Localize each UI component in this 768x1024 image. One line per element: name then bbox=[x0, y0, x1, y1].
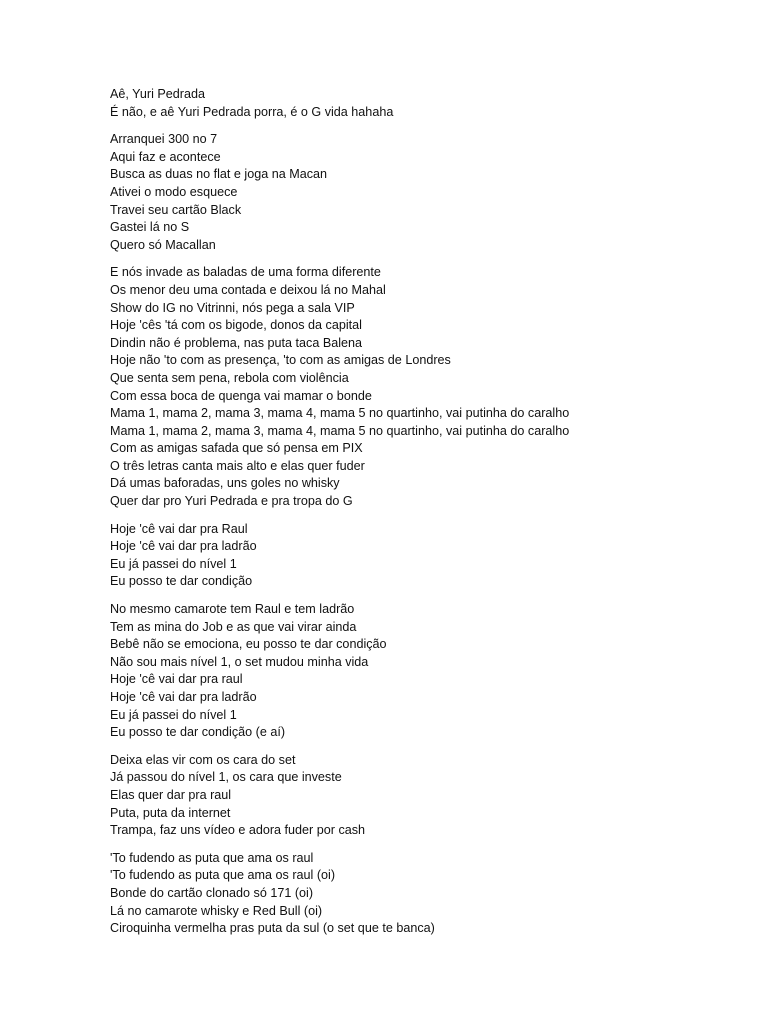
lyric-line: O três letras canta mais alto e elas quer fuder bbox=[110, 458, 365, 473]
lyric-line: Com as amigas safada que só pensa em PIX bbox=[110, 441, 363, 456]
lyric-line: E nós invade as baladas de uma forma diferente bbox=[110, 265, 381, 280]
lyric-line: Travei seu cartão Black bbox=[110, 202, 242, 217]
lyric-line: 'To fudendo as puta que ama os raul (oi) bbox=[110, 868, 336, 883]
lyric-line: Gastei lá no S bbox=[110, 220, 190, 235]
lyric-line: Os menor deu uma contada e deixou lá no Mahal bbox=[110, 282, 386, 297]
lyric-line: Busca as duas no flat e joga na Macan bbox=[110, 167, 328, 182]
stanza-5 bbox=[110, 601, 730, 742]
lyric-line: 'To fudendo as puta que ama os raul bbox=[110, 850, 314, 865]
lyric-line: Elas quer dar pra raul bbox=[110, 787, 232, 802]
lyric-line: Hoje 'cês 'tá com os bigode, donos da capital bbox=[110, 318, 362, 333]
lyric-line: Aê, Yuri Pedrada bbox=[110, 87, 205, 101]
lyric-line: No mesmo camarote tem Raul e tem ladrão bbox=[110, 602, 355, 617]
lyric-line: Mama 1, mama 2, mama 3, mama 4, mama 5 no quartinho, vai putinha do caralho bbox=[110, 423, 570, 438]
lyric-line: Já passou do nível 1, os cara que investe bbox=[110, 770, 342, 785]
lyric-line: É não, e aê Yuri Pedrada porra, é o G vida hahaha bbox=[110, 104, 394, 119]
lyric-line: Hoje não 'to com as presença, 'to com as amigas de Londres bbox=[110, 353, 451, 368]
lyric-line: Tem as mina do Job e as que vai virar ainda bbox=[110, 619, 357, 634]
lyric-line: Ativei o modo esquece bbox=[110, 184, 238, 199]
stanza-1 bbox=[110, 86, 730, 121]
lyric-line: Hoje 'cê vai dar pra Raul bbox=[110, 521, 248, 536]
lyric-line: Ciroquinha vermelha pras puta da sul (o set que te banca) bbox=[110, 921, 435, 936]
lyric-line: Aqui faz e acontece bbox=[110, 149, 221, 164]
lyric-line: Dá umas baforadas, uns goles no whisky bbox=[110, 476, 340, 491]
lyric-line: Com essa boca de quenga vai mamar o bonde bbox=[110, 388, 372, 403]
stanza-4 bbox=[110, 521, 730, 591]
lyric-line: Bebê não se emociona, eu posso te dar condição bbox=[110, 637, 387, 652]
lyric-line: Mama 1, mama 2, mama 3, mama 4, mama 5 no quartinho, vai putinha do caralho bbox=[110, 406, 570, 421]
lyric-line: Deixa elas vir com os cara do set bbox=[110, 752, 296, 767]
lyric-line: Arranquei 300 no 7 bbox=[110, 132, 218, 147]
lyric-line: Show do IG no Vitrinni, nós pega a sala VIP bbox=[110, 300, 355, 315]
stanza-3 bbox=[110, 264, 730, 510]
lyric-line: Não sou mais nível 1, o set mudou minha vida bbox=[110, 654, 369, 669]
lyric-line: Eu posso te dar condição (e aí) bbox=[110, 725, 286, 740]
lyric-line: Dindin não é problema, nas puta taca Balena bbox=[110, 335, 363, 350]
lyric-line: Eu já passei do nível 1 bbox=[110, 707, 237, 722]
lyric-line: Bonde do cartão clonado só 171 (oi) bbox=[110, 885, 314, 900]
stanza-2 bbox=[110, 131, 730, 254]
stanza-7 bbox=[110, 850, 730, 938]
lyric-line: Eu já passei do nível 1 bbox=[110, 556, 237, 571]
lyric-line: Puta, puta da internet bbox=[110, 805, 231, 820]
lyrics-page bbox=[110, 86, 730, 948]
lyric-line: Quero só Macallan bbox=[110, 237, 216, 252]
lyric-line: Hoje 'cê vai dar pra raul bbox=[110, 672, 243, 687]
lyric-line: Que senta sem pena, rebola com violência bbox=[110, 370, 349, 385]
lyric-line: Hoje 'cê vai dar pra ladrão bbox=[110, 690, 257, 704]
lyric-line: Lá no camarote whisky e Red Bull (oi) bbox=[110, 903, 323, 918]
stanza-6 bbox=[110, 752, 730, 840]
lyric-line: Quer dar pro Yuri Pedrada e pra tropa do G bbox=[110, 494, 353, 509]
lyric-line: Eu posso te dar condição bbox=[110, 574, 253, 589]
lyric-line: Hoje 'cê vai dar pra ladrão bbox=[110, 539, 257, 554]
lyric-line: Trampa, faz uns vídeo e adora fuder por cash bbox=[110, 823, 366, 838]
